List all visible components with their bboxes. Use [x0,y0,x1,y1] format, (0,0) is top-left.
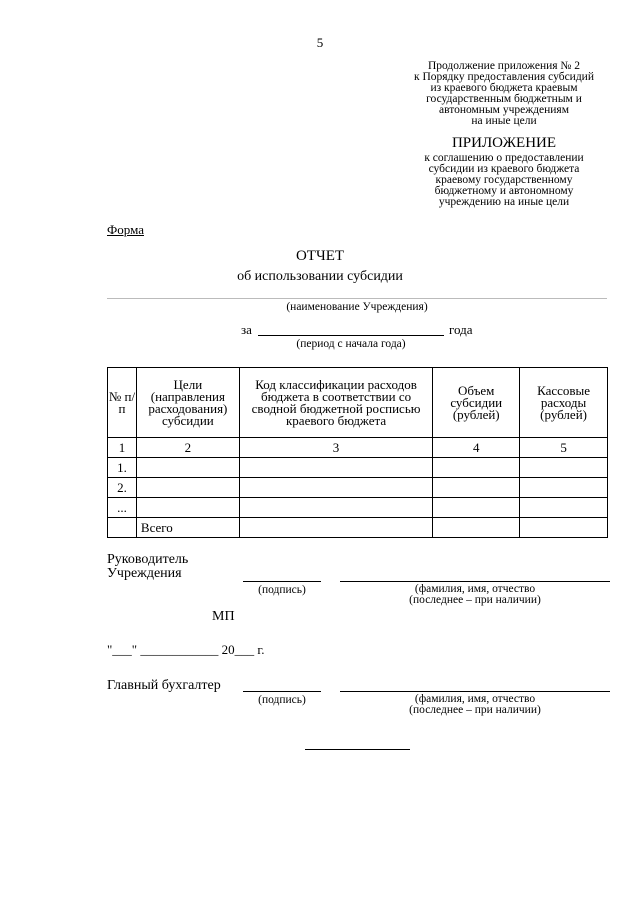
table-cell: 2. [108,478,137,498]
institution-name-line [107,298,607,299]
table-cell [239,518,433,538]
accountant-name-caption [340,694,610,716]
continuation-line: государственным бюджетным и [426,93,582,105]
continuation-line: из краевого бюджета краевым [430,82,578,94]
column-number: 1 [108,438,137,458]
period-line [258,335,444,336]
seal-label: МП [212,609,235,624]
appendix-line: краевому государственному [435,174,573,186]
table-total-row [108,518,608,538]
header-classification-code: Код классификации расходов бюджета в соответствии со сводной бюджетной росписью краевого бюджета [239,368,433,438]
table-cell [520,518,608,538]
appendix-note [398,153,610,208]
form-label: Форма [107,222,144,237]
table-row [108,498,608,518]
head-name-line [340,581,610,582]
accountant-signature-caption: (подпись) [258,694,306,706]
table-cell [520,478,608,498]
table-row [108,478,608,498]
continuation-line: Продолжение приложения № 2 [427,60,581,72]
table-cell [108,518,137,538]
continuation-line: автономным учреждениям [438,104,570,116]
table-cell [433,478,520,498]
column-number: 5 [520,438,608,458]
table-cell [136,478,239,498]
table-cell [520,458,608,478]
closing-separator [305,749,410,750]
table-column-numbers [108,438,608,458]
continuation-note [398,61,610,127]
accountant-signature-line [243,691,321,692]
period-caption: (период с начала года) [296,338,406,350]
report-title: ОТЧЕТ [295,248,345,264]
appendix-line: бюджетному и автономному [434,185,574,197]
table-cell: ... [108,498,137,518]
table-cell [433,458,520,478]
table-cell: 1. [108,458,137,478]
institution-caption: (наименование Учреждения) [286,301,428,313]
table-header-row [108,368,608,438]
appendix-line: субсидии из краевого бюджета [428,163,580,175]
table-cell [239,498,433,518]
appendix-line: учреждению на иные цели [438,196,570,208]
report-table [107,367,608,538]
period-suffix: года [449,322,473,337]
column-number: 3 [239,438,433,458]
name-caption-line: (фамилия, имя, отчество [414,693,536,705]
table-cell [239,478,433,498]
page-number: 5 [316,35,324,50]
head-label-line: Руководитель [107,552,189,567]
period-prefix: за [241,322,252,337]
table-cell [136,458,239,478]
table-cell [520,498,608,518]
table-cell [433,498,520,518]
head-name-caption [340,584,610,606]
report-subtitle: об использовании субсидии [237,269,403,284]
header-number: № п/п [108,368,137,438]
table-cell [239,458,433,478]
head-label [107,553,188,581]
header-cash-expenses: Кассовые расходы (рублей) [520,368,608,438]
appendix-line: к соглашению о предоставлении [424,152,584,164]
head-signature-line [243,581,321,582]
name-caption-line: (последнее – при наличии) [409,704,541,716]
head-label-line: Учреждения [107,566,182,581]
name-caption-line: (фамилия, имя, отчество [414,583,536,595]
header-subsidy-amount: Объем субсидии (рублей) [433,368,520,438]
name-caption-line: (последнее – при наличии) [409,594,541,606]
head-signature-caption: (подпись) [258,584,306,596]
table-cell [136,498,239,518]
table-cell [433,518,520,538]
continuation-line: на иные цели [471,115,537,127]
total-label: Всего [136,518,239,538]
header-purpose: Цели (направления расходования) субсидии [136,368,239,438]
column-number: 2 [136,438,239,458]
continuation-line: к Порядку предоставления субсидий [414,71,594,83]
date-line: "___" ____________ 20___ г. [107,642,265,657]
accountant-name-line [340,691,610,692]
table-row [108,458,608,478]
accountant-label: Главный бухгалтер [107,678,221,693]
appendix-title: ПРИЛОЖЕНИЕ [451,135,557,151]
column-number: 4 [433,438,520,458]
